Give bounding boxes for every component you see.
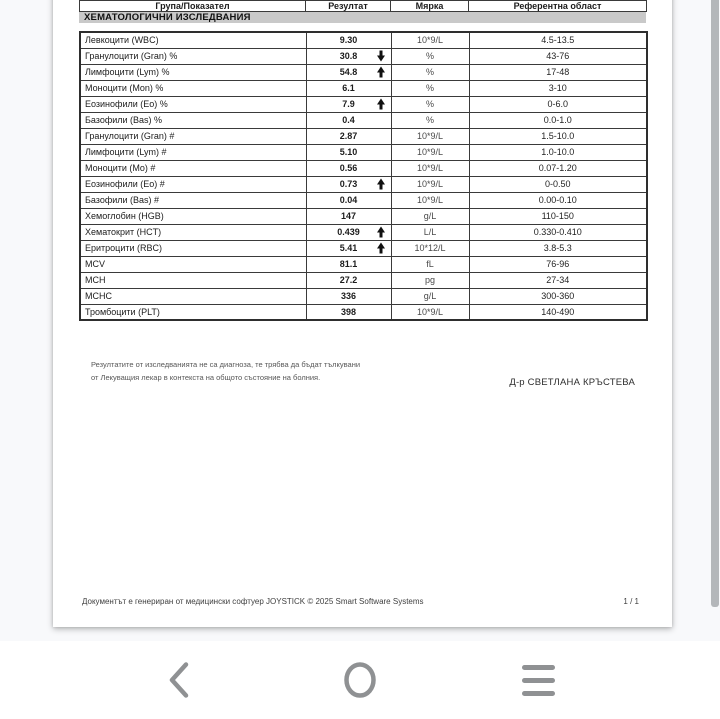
reference-range: 0-0.50 [544, 179, 571, 189]
result-value: 0.439 [337, 227, 360, 237]
result-value: 6.1 [342, 83, 355, 93]
table-row [80, 208, 647, 224]
result-value: 0.04 [339, 195, 358, 205]
unit: % [425, 83, 434, 93]
menu-bar [522, 665, 555, 670]
parameter-name: Моноцити (Mon) % [85, 83, 164, 93]
menu-button[interactable] [518, 660, 558, 700]
parameter-name: Базофили (Bas) % [85, 115, 163, 125]
unit: 10*9/L [416, 163, 444, 173]
table-row [80, 80, 647, 96]
high-flag-icon [377, 179, 386, 190]
disclaimer [91, 358, 360, 384]
reference-range: 17-48 [546, 67, 570, 77]
result-value: 336 [340, 291, 357, 301]
parameter-name: Хемоглобин (HGB) [85, 211, 164, 221]
parameter-name: Еозинофили (Eo) # [85, 179, 165, 189]
reference-range: 0.00-0.10 [538, 195, 577, 205]
result-value: 398 [340, 306, 357, 317]
reference-range: 140-490 [541, 306, 575, 317]
unit: % [425, 51, 434, 61]
table-row [80, 128, 647, 144]
parameter-name: MCH [85, 275, 106, 285]
reference-range: 1.0-10.0 [541, 147, 575, 157]
result-value: 5.41 [339, 243, 358, 253]
parameter-name: Левкоцити (WBC) [85, 35, 159, 46]
page-indicator: 1 / 1 [623, 597, 639, 606]
unit: 10*9/L [416, 147, 444, 157]
unit: % [425, 115, 434, 125]
reference-range: 0.330-0.410 [533, 227, 582, 237]
result-value: 27.2 [339, 275, 358, 285]
column-header-parameter: Група/Показател [80, 1, 306, 12]
parameter-name: MCHC [85, 291, 112, 301]
footer-generator: Документът е генериран от медицински софтуер JOYSTICK © 2025 Smart Software Systems [82, 597, 424, 606]
table-row [80, 240, 647, 256]
unit: g/L [423, 211, 437, 221]
result-value: 81.1 [339, 259, 358, 269]
unit: 10*9/L [416, 131, 444, 141]
home-icon [340, 660, 380, 700]
unit: % [425, 67, 434, 77]
result-value: 5.10 [339, 147, 358, 157]
parameter-name: Гранулоцити (Gran) # [85, 131, 175, 141]
menu-bar [522, 678, 555, 683]
reference-range: 0.07-1.20 [538, 163, 577, 173]
unit: 10*9/L [416, 306, 444, 317]
android-navbar [0, 641, 720, 719]
unit: % [425, 99, 434, 109]
section-header [79, 12, 646, 23]
high-flag-icon [377, 227, 386, 238]
parameter-name: Тромбоцити (PLT) [85, 306, 160, 317]
result-value: 7.9 [342, 99, 355, 109]
table-row [80, 144, 647, 160]
column-header-result: Резултат [306, 1, 391, 12]
reference-range: 0-6.0 [547, 99, 568, 109]
lab-results-table [79, 0, 646, 321]
high-flag-icon [377, 243, 386, 254]
result-value: 0.4 [342, 115, 355, 125]
menu-icon [522, 665, 555, 696]
parameter-name: MCV [85, 259, 105, 269]
table-row [80, 160, 647, 176]
back-icon [162, 660, 202, 700]
table-row [80, 256, 647, 272]
reference-range: 3-10 [548, 83, 567, 93]
unit: 10*9/L [416, 195, 444, 205]
disclaimer-line-2: от Лекуващия лекар в контекста на общото състояние на болния. [91, 373, 321, 382]
result-value: 30.8 [339, 51, 358, 61]
reference-range: 76-96 [546, 259, 570, 269]
parameter-name: Гранулоцити (Gran) % [85, 51, 178, 61]
disclaimer-line-1: Резултатите от изследванията не са диагноза, те трябва да бъдат тълкувани [91, 360, 361, 369]
reference-range: 300-360 [541, 291, 575, 301]
table-row [80, 32, 647, 48]
column-header-reference: Референтна област [469, 1, 647, 12]
table-row [80, 176, 647, 192]
table-row [80, 64, 647, 80]
parameter-name: Еозинофили (Eo) % [85, 99, 168, 109]
reference-range: 4.5-13.5 [541, 35, 575, 46]
table-row [80, 112, 647, 128]
high-flag-icon [377, 99, 386, 110]
result-value: 0.73 [339, 179, 358, 189]
parameter-name: Лимфоцити (Lym) # [85, 147, 167, 157]
table-header-row [79, 0, 647, 12]
document-page [53, 0, 672, 627]
reference-range: 110-150 [541, 211, 574, 221]
section-title: ХЕМАТОЛОГИЧНИ ИЗСЛЕДВАНИЯ [84, 12, 251, 23]
result-value: 147 [340, 211, 357, 221]
parameter-name: Базофили (Bas) # [85, 195, 160, 205]
result-value: 2.87 [339, 131, 358, 141]
home-button[interactable] [340, 660, 380, 700]
result-value: 0.56 [339, 163, 358, 173]
unit: g/L [423, 291, 437, 301]
doctor-name: Д-р СВЕТЛАНА КРЪСТЕВА [509, 377, 635, 388]
reference-range: 3.8-5.3 [543, 243, 572, 253]
unit: 10*9/L [416, 35, 444, 46]
high-flag-icon [377, 67, 386, 78]
unit: pg [424, 275, 435, 285]
table-row [80, 192, 647, 208]
result-value: 9.30 [339, 35, 358, 46]
table-row [80, 48, 647, 64]
table-gap [79, 23, 646, 31]
table-row [80, 304, 647, 320]
result-value: 54.8 [339, 67, 358, 77]
menu-bar [522, 691, 555, 696]
table-row [80, 224, 647, 240]
unit: fL [426, 259, 434, 269]
lab-table-body [80, 32, 647, 320]
table-row [80, 272, 647, 288]
table-row [80, 288, 647, 304]
reference-range: 43-76 [546, 51, 570, 61]
parameter-name: Моноцити (Mo) # [85, 163, 156, 173]
reference-range: 27-34 [546, 275, 570, 285]
unit: L/L [423, 227, 437, 237]
parameter-name: Лимфоцити (Lym) % [85, 67, 170, 77]
unit: 10*9/L [416, 179, 444, 189]
low-flag-icon [377, 51, 386, 62]
table-row [80, 96, 647, 112]
back-button[interactable] [162, 660, 202, 700]
scrollbar-thumb[interactable] [711, 0, 719, 607]
reference-range: 1.5-10.0 [541, 131, 575, 141]
parameter-name: Еритроцити (RBC) [85, 243, 162, 253]
reference-range: 0.0-1.0 [543, 115, 572, 125]
parameter-name: Хематокрит (HCT) [85, 227, 162, 237]
column-header-unit: Мярка [391, 1, 469, 12]
unit: 10*12/L [414, 243, 446, 253]
results-table [79, 31, 648, 321]
